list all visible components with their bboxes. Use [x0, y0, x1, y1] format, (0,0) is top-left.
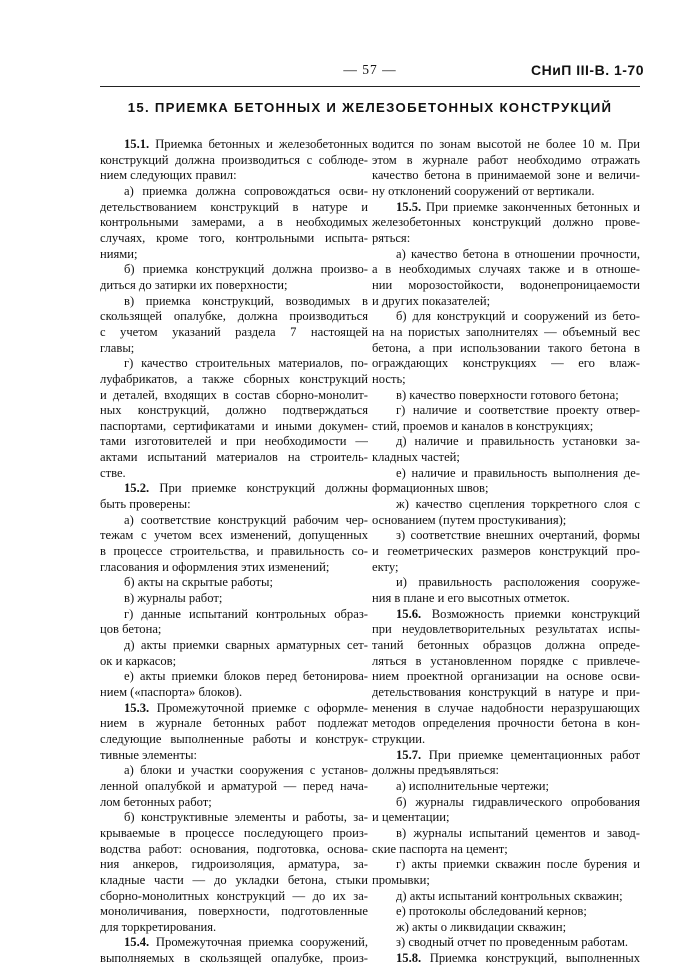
text-line	[100, 388, 368, 404]
clause-number: 15.2.	[124, 481, 150, 496]
line-text: ж) акты о ликвидации скважин;	[396, 919, 567, 934]
line-text: г) данные испытаний контрольных образ-	[124, 606, 368, 621]
text-line	[372, 153, 640, 169]
text-line	[372, 857, 640, 873]
line-text: кладные части — до укладки бетона, стыки	[100, 872, 368, 887]
line-text: детельствованием конструкций в натуре и	[100, 199, 368, 214]
line-text: и геометрических размеров конструкций про-	[372, 544, 640, 559]
text-line	[372, 168, 640, 184]
line-text: тами изготовителей и при необходимости —	[100, 434, 368, 449]
line-text: стий, проемов и каналов в конструкциях;	[372, 418, 594, 433]
clause-number: 15.1.	[124, 137, 150, 151]
text-line	[372, 309, 640, 325]
text-line	[372, 607, 640, 623]
text-line	[100, 591, 368, 607]
line-text: а) исполнительные чертежи;	[396, 778, 550, 793]
line-text: в) приемка конструкций, возводимых в	[124, 293, 368, 308]
text-line	[372, 262, 640, 278]
line-text: ские паспорта на цемент;	[372, 841, 508, 856]
line-text: сборно-монолитных конструкций — до их за-	[100, 888, 368, 903]
line-text: водится по зонам высотой не более 10 м. При	[372, 137, 640, 151]
text-line	[372, 325, 640, 341]
line-text: основанием (путем простукивания);	[372, 512, 567, 527]
text-line	[372, 434, 640, 450]
line-text: а) приемка должна сопровождаться осви-	[124, 183, 368, 198]
clause-number: 15.4.	[124, 935, 150, 950]
line-text: нии морозостойкости, водонепроницаемости	[372, 277, 640, 292]
text-line	[100, 654, 368, 670]
line-text: таний бетонных образцов должна опреде-	[372, 638, 640, 652]
line-text: г) акты приемки скважин после бурения и	[396, 857, 640, 872]
line-text: екту;	[372, 559, 399, 574]
text-line	[372, 889, 640, 905]
text-line	[100, 748, 368, 764]
line-text: ных конструкций, должно подтверждаться	[100, 403, 368, 418]
text-line	[100, 873, 368, 889]
text-line	[372, 341, 640, 357]
line-text: г) качество строительных материалов, по-	[124, 356, 368, 371]
line-text: нием в журнале бетонных работ подлежат	[100, 716, 368, 731]
line-text: моноличивания, поверхности, подготовленные	[100, 904, 368, 919]
text-line	[100, 513, 368, 529]
line-text: бетона, а при использовании такого бетона в	[372, 340, 640, 355]
line-text: контрольными замерами, а в необходимых	[100, 215, 368, 230]
text-line	[372, 748, 640, 764]
text-line	[372, 873, 640, 889]
text-line	[100, 403, 368, 419]
line-text: и цементации;	[372, 810, 450, 825]
text-line	[100, 685, 368, 701]
text-line	[100, 638, 368, 654]
text-line	[100, 497, 368, 513]
right-text-column	[372, 137, 640, 967]
line-text: луфабрикатов, а также сборных конструкций	[100, 371, 368, 386]
text-line	[372, 466, 640, 482]
text-line	[100, 153, 368, 169]
text-line	[372, 247, 640, 263]
left-text-column	[100, 137, 368, 967]
text-line	[372, 450, 640, 466]
text-line	[372, 419, 640, 435]
line-text: ряться:	[372, 230, 411, 245]
line-text: струкции.	[372, 731, 426, 746]
line-text: актами испытаний материалов на строитель-	[100, 450, 368, 465]
line-text: диться до затирки их поверхности;	[100, 277, 288, 292]
line-text: паспортами, сертификатами и иными докумен-	[100, 418, 368, 433]
text-line	[372, 591, 640, 607]
line-text: ок и каркасов;	[100, 653, 177, 668]
text-line	[372, 779, 640, 795]
clause-number: 15.3.	[124, 700, 150, 715]
line-text: тивные элементы:	[100, 747, 197, 762]
line-text: в) журналы испытаний цементов и завод-	[396, 825, 640, 840]
text-line	[100, 466, 368, 482]
line-text: и других показателей;	[372, 293, 491, 308]
line-text: и) правильность расположения сооруже-	[396, 575, 640, 590]
line-text: нием проектной организации на основе осви-	[372, 669, 640, 684]
line-text: ниями;	[100, 246, 138, 261]
line-text: быть проверены:	[100, 497, 191, 512]
line-text: должны предъявляться:	[372, 763, 500, 778]
line-text: а в необходимых случаях также и в отноше-	[372, 262, 640, 277]
line-text: кладных частей;	[372, 450, 460, 465]
line-text: следующие выполненные работы и конструк-	[100, 731, 368, 746]
line-text: е) наличие и правильность выполнения де-	[396, 465, 640, 480]
text-line	[100, 842, 368, 858]
text-line	[372, 795, 640, 811]
text-line	[100, 607, 368, 623]
line-text: на на пористых заполнителях — объемный вес	[372, 324, 640, 339]
text-line	[100, 622, 368, 638]
text-line	[100, 544, 368, 560]
clause-number: 15.5.	[396, 199, 422, 214]
line-text: нием («паспорта» блоков).	[100, 684, 243, 699]
line-text: цов бетона;	[100, 622, 162, 637]
clause-number: 15.8.	[396, 951, 422, 966]
text-line	[372, 951, 640, 967]
text-line	[372, 215, 640, 231]
text-line	[372, 294, 640, 310]
text-line	[100, 168, 368, 184]
text-line	[372, 810, 640, 826]
line-text: а) блоки и участки сооружения с установ-	[124, 763, 368, 778]
line-text: гласования и оформления этих изменений;	[100, 559, 330, 574]
line-text: Возможность приемки конструкций	[421, 606, 640, 621]
text-line	[372, 935, 640, 951]
clause-number: 15.6.	[396, 606, 422, 621]
text-line	[372, 528, 640, 544]
line-text: б) журналы гидравлического опробования	[396, 794, 640, 809]
line-text: ограждающих конструкциях — его влаж-	[372, 356, 640, 371]
line-text: Промежуточная приемка сооружений,	[149, 935, 368, 950]
text-line	[372, 842, 640, 858]
section-title: 15. ПРИЕМКА БЕТОННЫХ И ЖЕЛЕЗОБЕТОННЫХ КОНСТРУКЦИЙ	[127, 100, 613, 115]
text-line	[100, 763, 368, 779]
text-line	[372, 513, 640, 529]
text-line	[100, 372, 368, 388]
text-line	[100, 920, 368, 936]
line-text: качество бетона в принимаемой зоне и величи-	[372, 168, 640, 183]
text-line	[372, 732, 640, 748]
line-text: выполняемых в скользящей опалубке, произ-	[100, 951, 368, 966]
text-line	[372, 372, 640, 388]
text-line	[100, 200, 368, 216]
line-text: железобетонных конструкций должно прове-	[372, 215, 640, 230]
text-line	[100, 434, 368, 450]
line-text: случаях, кроме того, контрольными испыта-	[100, 230, 368, 245]
line-text: При приемке цементационных работ	[421, 747, 640, 762]
line-text: б) конструктивные элементы и работы, за-	[124, 810, 368, 825]
text-line	[100, 356, 368, 372]
text-line	[100, 247, 368, 263]
line-text: главы;	[100, 340, 135, 355]
text-line	[100, 889, 368, 905]
text-line	[100, 701, 368, 717]
text-line	[372, 575, 640, 591]
text-line	[100, 951, 368, 967]
line-text: ния анкеров, гидроизоляция, арматура, за-	[100, 857, 368, 872]
text-line	[100, 810, 368, 826]
line-text: тежам с учетом всех изменений, допущенных	[100, 528, 368, 543]
line-text: Промежуточной приемке с оформле-	[149, 700, 368, 715]
line-text: з) сводный отчет по проведенным работам.	[396, 935, 629, 950]
line-text: для торкретирования.	[100, 919, 217, 934]
text-line	[372, 137, 640, 153]
line-text: формационных швов;	[372, 481, 489, 496]
text-line	[100, 716, 368, 732]
text-line	[372, 654, 640, 670]
line-text: е) акты приемки блоков перед бетонирова-	[124, 669, 368, 684]
line-text: б) приемка конструкций должна произво-	[124, 262, 368, 277]
line-text: Приемка бетонных и железобетонных	[149, 137, 368, 151]
text-line	[372, 403, 640, 419]
text-line	[372, 560, 640, 576]
line-text: ленной опалубкой и арматурой — перед нача-	[100, 778, 368, 793]
line-text: б) для конструкций и сооружений из бето-	[396, 309, 640, 324]
line-text: б) акты на скрытые работы;	[124, 575, 273, 590]
line-text: и деталей, входящих в состав сборно-монолит-	[100, 387, 368, 402]
line-text: ляться в установленном порядке с привлече-	[372, 653, 640, 668]
text-line	[100, 294, 368, 310]
running-head	[100, 62, 644, 84]
text-line	[100, 184, 368, 200]
line-text: При приемке конструкций должны	[149, 481, 368, 496]
line-text: детельствования конструкций в натуре и при-	[372, 684, 640, 699]
text-line	[372, 278, 640, 294]
page-number: — 57 —	[343, 62, 397, 77]
line-text: в) качество поверхности готового бетона;	[396, 387, 619, 402]
header-rule	[100, 86, 640, 87]
line-text: с учетом указаний раздела 7 настоящей	[100, 324, 368, 339]
line-text: методов определения прочности бетона в кон-	[372, 716, 640, 731]
text-line	[100, 560, 368, 576]
text-line	[372, 622, 640, 638]
text-line	[372, 701, 640, 717]
text-line	[100, 137, 368, 153]
text-line	[100, 935, 368, 951]
line-text: Приемка конструкций, выполненных	[421, 951, 640, 966]
text-line	[372, 904, 640, 920]
line-text: ния в плане и его высотных отметок.	[372, 591, 570, 606]
text-line	[372, 184, 640, 200]
text-line	[100, 419, 368, 435]
text-line	[100, 481, 368, 497]
text-line	[372, 685, 640, 701]
text-line	[100, 826, 368, 842]
text-line	[100, 309, 368, 325]
line-text: е) протоколы обследований кернов;	[396, 904, 587, 919]
text-line	[100, 732, 368, 748]
text-line	[100, 231, 368, 247]
text-line	[100, 278, 368, 294]
text-line	[372, 497, 640, 513]
line-text: конструкций должна производиться с соблюде-	[100, 152, 368, 167]
text-line	[100, 262, 368, 278]
text-line	[372, 638, 640, 654]
line-text: д) акты испытаний контрольных скважин;	[396, 888, 623, 903]
line-text: промывки;	[372, 872, 430, 887]
line-text: водства работ: основания, подготовка, основа-	[100, 841, 368, 856]
text-line	[100, 904, 368, 920]
line-text: этом в журнале работ необходимо отражать	[372, 152, 640, 167]
line-text: д) наличие и правильность установки за-	[396, 434, 640, 449]
text-line	[100, 528, 368, 544]
text-line	[100, 795, 368, 811]
text-line	[372, 716, 640, 732]
text-line	[372, 826, 640, 842]
line-text: в) журналы работ;	[124, 591, 223, 606]
document-code: СНиП III-В. 1-70	[530, 62, 644, 78]
line-text: ность;	[372, 371, 406, 386]
line-text: ну отклонений сооружений от вертикали.	[372, 183, 595, 198]
text-line	[372, 763, 640, 779]
text-line	[100, 325, 368, 341]
line-text: в процессе строительства, и правильность со-	[100, 544, 368, 559]
line-text: а) соответствие конструкций рабочим чер-	[124, 512, 368, 527]
line-text: стве.	[100, 465, 126, 480]
line-text: нием следующих правил:	[100, 168, 237, 183]
line-text: при неудовлетворительных результатах испы-	[372, 622, 640, 637]
line-text: скользящей опалубке, должна производиться	[100, 309, 368, 324]
line-text: а) качество бетона в отношении прочности,	[396, 246, 640, 261]
text-line	[100, 857, 368, 873]
text-line	[100, 575, 368, 591]
clause-number: 15.7.	[396, 747, 422, 762]
line-text: менения в случае надобности неразрушающих	[372, 700, 640, 715]
line-text: крываемые в процессе последующего произ-	[100, 825, 368, 840]
text-line	[372, 356, 640, 372]
text-line	[372, 388, 640, 404]
line-text: ж) качество сцепления торкретного слоя с	[396, 497, 640, 512]
line-text: При приемке законченных бетонных и	[421, 199, 640, 214]
text-line	[100, 215, 368, 231]
text-line	[372, 544, 640, 560]
line-text: г) наличие и соответствие проекту отвер-	[396, 403, 640, 418]
text-line	[372, 200, 640, 216]
text-line	[100, 341, 368, 357]
text-line	[372, 669, 640, 685]
text-line	[100, 450, 368, 466]
text-line	[372, 920, 640, 936]
text-line	[100, 669, 368, 685]
text-line	[372, 231, 640, 247]
line-text: з) соответствие внешних очертаний, формы	[396, 528, 640, 543]
line-text: д) акты приемки сварных арматурных сет-	[124, 638, 368, 652]
text-line	[372, 481, 640, 497]
line-text: лом бетонных работ;	[100, 794, 212, 809]
text-line	[100, 779, 368, 795]
